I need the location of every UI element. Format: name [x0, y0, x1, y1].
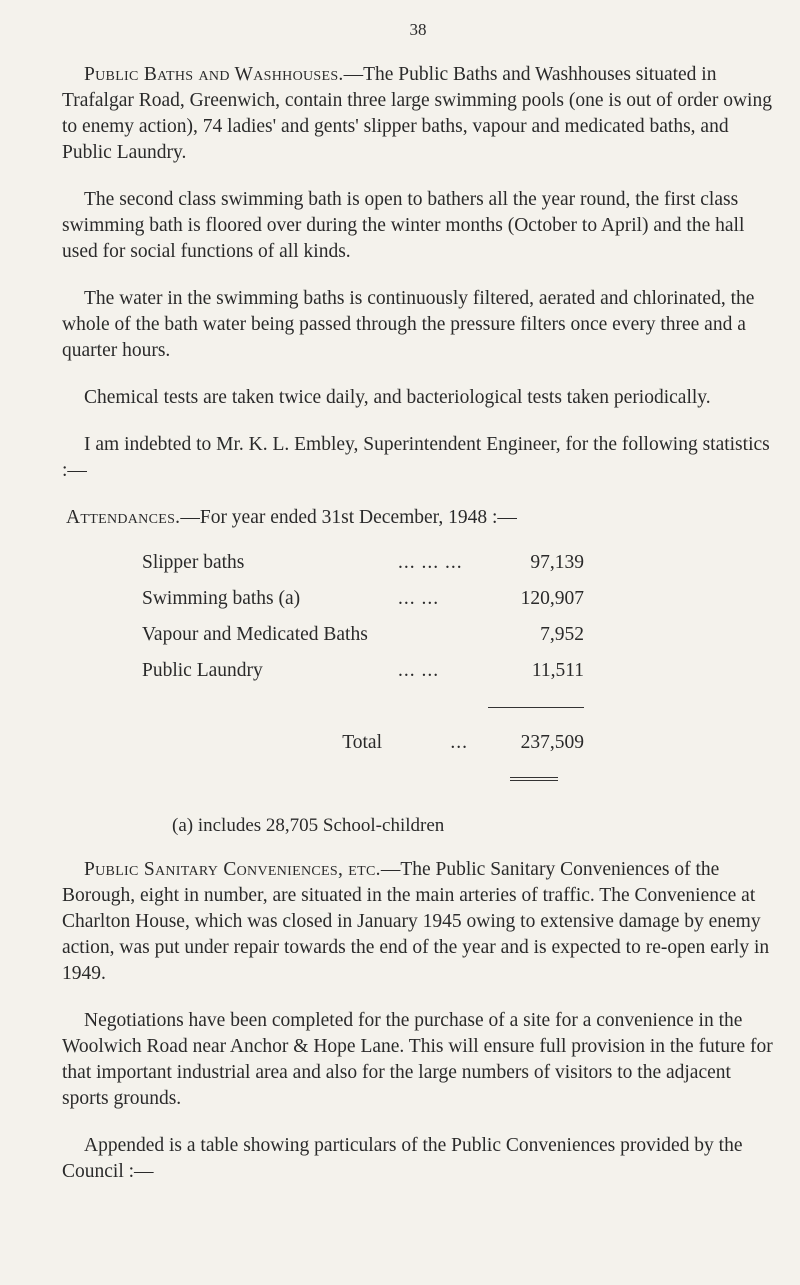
section-heading-public-baths: Public Baths and Washhouses. — [84, 64, 344, 85]
row-leader-dots: ... ... ... — [398, 552, 463, 573]
paragraph-public-baths — [62, 62, 774, 166]
row-label: Swimming baths (a) — [142, 588, 301, 609]
row-value: 120,907 — [520, 588, 584, 609]
double-rule-row — [142, 761, 584, 797]
row-leader-dots: ... ... — [398, 588, 440, 609]
paragraph-water-filtration: The water in the swimming baths is continuously filtered, aerated and chlorinated, the whole of the bath water being passed through the pressure filters once every three and a quarter hours. — [62, 288, 755, 361]
paragraph-negotiations: Negotiations have been completed for the purchase of a site for a convenience in the Woolwich Road near Anchor & Hope Lane. This will ensure full provision in the future for that important industrial area and also for the large numbers of visitors to the adjacent sports grounds. — [62, 1010, 773, 1109]
row-value: 97,139 — [530, 552, 584, 573]
section-heading-sanitary-conveniences: Public Sanitary Conveniences, etc. — [84, 859, 381, 880]
paragraph-sanitary-conveniences — [62, 857, 774, 987]
paragraph-public-baths-text: —The Public Baths and Washhouses situated in Trafalgar Road, Greenwich, contain three large swimming pools (one is out of order owing to enemy action), 74 ladies' and gents' slipper baths, vapour and medicated baths, and Public Laundry. — [62, 64, 772, 163]
row-value: 7,952 — [540, 624, 584, 645]
table-row — [142, 653, 584, 689]
total-row — [142, 725, 584, 761]
attendances-footnote: (a) includes 28,705 School-children — [172, 815, 445, 836]
table-row — [142, 581, 584, 617]
page-number: 38 — [409, 20, 427, 39]
double-rule — [510, 777, 558, 781]
total-value: 237,509 — [520, 732, 584, 753]
attendances-table — [142, 545, 584, 797]
attendances-heading-rest: —For year ended 31st December, 1948 :— — [180, 507, 517, 528]
table-row — [142, 545, 584, 581]
paragraph-appended-table: Appended is a table showing particulars of the Public Conveniences provided by the Council :— — [62, 1135, 743, 1182]
paragraph-chemical-tests: Chemical tests are taken twice daily, and bacteriological tests taken periodically. — [84, 387, 711, 408]
row-leader-dots: ... ... — [398, 660, 440, 681]
row-label: Slipper baths — [142, 552, 245, 573]
paragraph-acknowledgement: I am indebted to Mr. K. L. Embley, Superintendent Engineer, for the following statistics :— — [62, 434, 770, 481]
table-row — [142, 617, 584, 653]
sum-rule — [488, 707, 584, 708]
attendances-heading-label: Attendances. — [66, 507, 181, 528]
row-label: Public Laundry — [142, 660, 263, 681]
document-page — [62, 20, 774, 1206]
row-value: 11,511 — [531, 660, 584, 681]
paragraph-swimming-bath-usage: The second class swimming bath is open to bathers all the year round, the first class swimming bath is floored over during the winter months (October to April) and the hall used for social functions of all kinds. — [62, 189, 745, 262]
row-label: Vapour and Medicated Baths — [142, 624, 368, 645]
paragraph-sanitary-conveniences-text: —The Public Sanitary Conveniences of the Borough, eight in number, are situated in the main arteries of traffic. The Convenience at Charlton House, which was closed in January 1945 owing to extensive damage by enemy action, was put under repair towards the end of the year and is expected to re-open early in 1949. — [62, 859, 770, 984]
sum-rule-row — [142, 689, 584, 725]
total-leader-dots: ... — [450, 732, 468, 753]
total-label: Total — [342, 732, 382, 753]
attendances-heading — [62, 505, 774, 531]
